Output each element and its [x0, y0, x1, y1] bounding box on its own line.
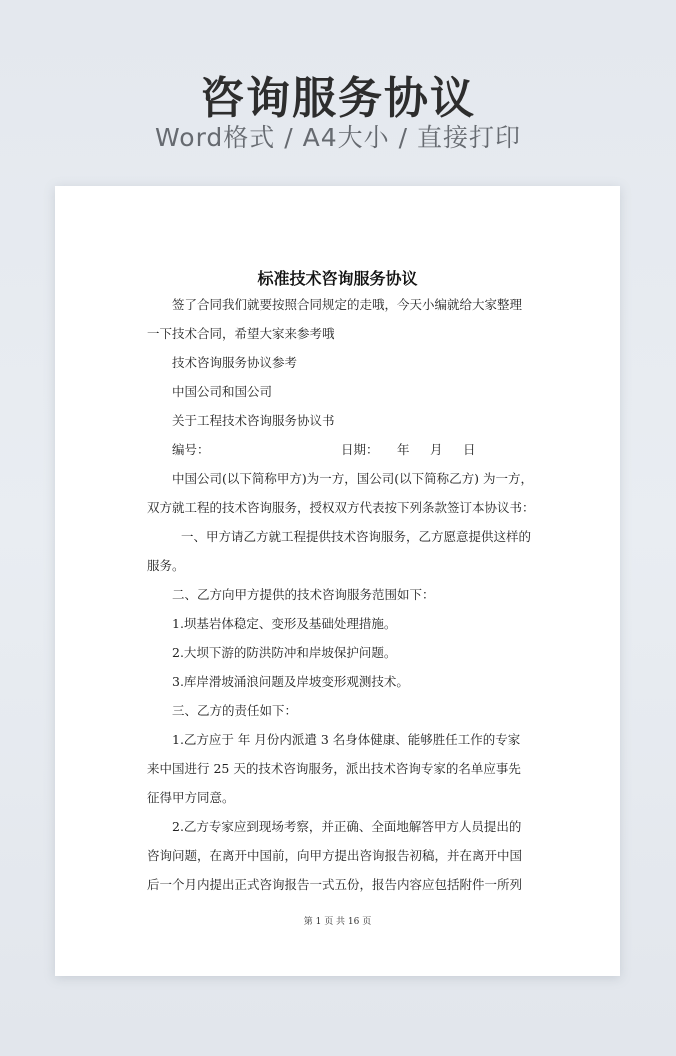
- paragraph-line: 双方就工程的技术咨询服务，授权双方代表按下列条款签订本协议书：: [147, 500, 535, 515]
- paragraph-line: 来中国进行 25 天的技术咨询服务，派出技术咨询专家的名单应事先: [147, 761, 521, 776]
- banner-subtitle: Word格式 / A4大小 / 直接打印: [155, 123, 521, 152]
- paragraph-line: 关于工程技术咨询服务协议书: [172, 413, 335, 428]
- number-label: 编号：: [172, 442, 210, 457]
- document-title: 标准技术咨询服务协议: [257, 269, 418, 288]
- paragraph-line: 1.乙方应于 年 月份内派遣 3 名身体健康、能够胜任工作的专家: [172, 732, 521, 747]
- date-year: 年: [397, 442, 410, 457]
- paragraph-line: 技术咨询服务协议参考: [172, 355, 298, 370]
- paragraph-line: 2.大坝下游的防洪防冲和岸坡保护问题。: [172, 645, 397, 660]
- paragraph-line: 一下技术合同，希望大家来参考哦: [147, 326, 335, 341]
- document-page: [55, 186, 620, 976]
- date-month: 月: [430, 442, 443, 457]
- paragraph-line: 二、乙方向甲方提供的技术咨询服务范围如下：: [172, 587, 435, 602]
- paragraph-line: 中国公司和国公司: [172, 384, 273, 399]
- banner: [0, 0, 676, 170]
- paragraph-line: 三、乙方的责任如下：: [172, 703, 298, 718]
- banner-title: 咨询服务协议: [200, 73, 476, 124]
- paragraph-line: 咨询问题，在离开中国前，向甲方提出咨询报告初稿，并在离开中国: [147, 848, 523, 863]
- paragraph-line: 2.乙方专家应到现场考察，并正确、全面地解答甲方人员提出的: [172, 819, 522, 834]
- date-day: 日: [463, 442, 476, 457]
- paragraph-line: 一、甲方请乙方就工程提供技术咨询服务，乙方愿意提供这样的: [181, 529, 532, 544]
- paragraph-line: 后一个月内提出正式咨询报告一式五份，报告内容应包括附件一所列: [147, 877, 523, 892]
- date-label: 日期：: [341, 442, 379, 457]
- paragraph-line: 服务。: [147, 558, 185, 573]
- paragraph-line: 3.库岸滑坡涌浪问题及岸坡变形观测技术。: [172, 674, 409, 689]
- page-footer: 第 1 页 共 16 页: [303, 917, 372, 927]
- paragraph-line: 中国公司(以下简称甲方)为一方，国公司(以下简称乙方) 为一方，: [172, 471, 533, 486]
- paragraph-line: 1.坝基岩体稳定、变形及基础处理措施。: [172, 616, 397, 631]
- paragraph-line: 征得甲方同意。: [147, 790, 235, 805]
- paragraph-line: 签了合同我们就要按照合同规定的走哦，今天小编就给大家整理: [172, 297, 523, 312]
